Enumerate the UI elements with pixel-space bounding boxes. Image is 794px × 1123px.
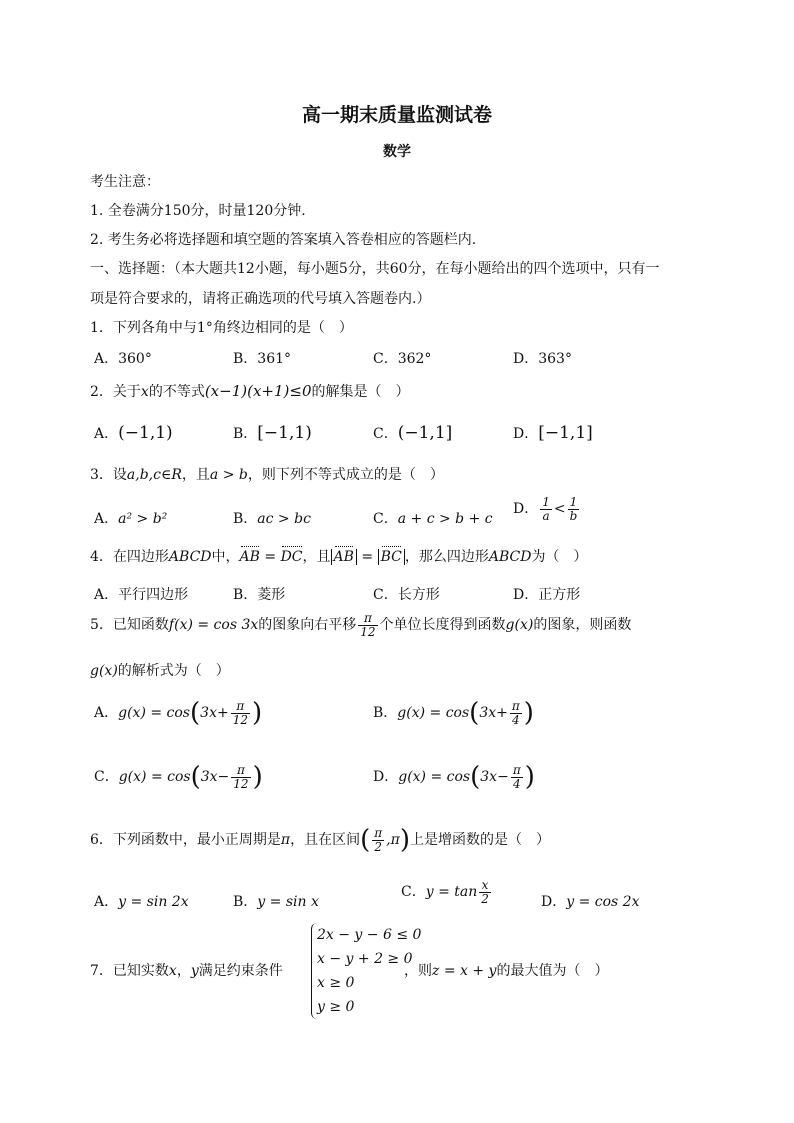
q6-option-b xyxy=(233,891,319,911)
option-value: [−1,1) xyxy=(257,423,312,443)
question-1 xyxy=(90,318,353,338)
variable-y: y xyxy=(190,963,199,979)
q3-option-c xyxy=(373,508,493,528)
question-5-line2 xyxy=(90,661,230,681)
inequality-expression: (x−1)(x+1)≤0 xyxy=(204,382,312,400)
fraction-numerator: π xyxy=(374,826,383,840)
g-equals-cos: g(x) = cos xyxy=(118,769,191,786)
interval-end: ,π xyxy=(386,832,400,849)
constraint-3: x ≥ 0 xyxy=(317,975,355,991)
right-paren: ) xyxy=(399,825,410,856)
option-value: y = cos 2x xyxy=(566,894,640,910)
question-7-stem xyxy=(90,961,283,981)
right-paren: ) xyxy=(524,762,535,793)
option-value: [−1,1] xyxy=(538,423,593,443)
fraction-numerator: π xyxy=(231,700,250,714)
stem-text: 为（ ） xyxy=(531,549,588,565)
stem-text: 在四边形 xyxy=(112,549,169,565)
pi-symbol: π xyxy=(280,832,291,849)
q3-option-b xyxy=(233,508,311,528)
constraint-2: x − y + 2 ≥ 0 xyxy=(317,951,413,967)
right-paren: ) xyxy=(523,698,534,729)
fraction-pi-over-12 xyxy=(231,700,250,726)
stem-text: 的图象向右平移 xyxy=(258,617,357,634)
equals: = xyxy=(356,549,378,565)
fraction-one-over-b xyxy=(568,496,580,522)
constraint-1: 2x − y − 6 ≤ 0 xyxy=(317,927,422,943)
q5-option-c xyxy=(94,762,263,793)
left-paren: ( xyxy=(190,698,201,729)
question-7-tail xyxy=(404,961,608,981)
stem-text: 的不等式 xyxy=(148,384,205,400)
fraction-pi-over-12 xyxy=(231,764,250,790)
less-than: < xyxy=(553,501,566,518)
left-paren: ( xyxy=(190,762,201,793)
q1-option-c: C．362° xyxy=(373,351,432,367)
question-number: 5． xyxy=(90,617,113,634)
stem-text: 的最大值为（ ） xyxy=(496,963,609,979)
right-paren: ) xyxy=(251,698,263,729)
fraction-denominator: 12 xyxy=(232,712,248,727)
stem-text: ，则下列不等式成立的是（ ） xyxy=(247,467,444,483)
left-paren: ( xyxy=(470,762,481,793)
q3-option-d xyxy=(513,496,581,522)
variable: x xyxy=(140,384,149,400)
option-value: a + c > b + c xyxy=(397,511,493,527)
stem-text: ，且 xyxy=(181,467,210,483)
vector-ab: AB xyxy=(333,549,354,565)
section-heading-line1: 一、选择题：（本大题共12小题，每小题5分，共60分，在每小题给出的四个选项中，只有一 xyxy=(90,261,660,277)
condition: a > b xyxy=(209,467,248,483)
stem-text: 设 xyxy=(112,467,127,483)
stem-text: ，则 xyxy=(404,963,432,979)
option-value: a² > b² xyxy=(118,511,168,527)
option-value: y = tan xyxy=(425,884,478,901)
fraction-denominator: 2 xyxy=(374,839,383,854)
question-stem: 下列各角中与1°角终边相同的是（ ） xyxy=(112,320,353,336)
option-label: B． xyxy=(233,894,258,910)
stem-text: 关于 xyxy=(112,384,141,400)
option-label: D． xyxy=(513,501,539,518)
stem-text: 的解集是（ ） xyxy=(311,384,410,400)
fraction-numerator: 1 xyxy=(568,496,580,510)
option-label: B． xyxy=(373,705,398,722)
right-paren: ) xyxy=(252,762,263,793)
q1-option-d: D．363° xyxy=(513,351,572,367)
question-5 xyxy=(90,612,631,638)
question-number: 6． xyxy=(90,832,113,849)
constraint-4: y ≥ 0 xyxy=(317,999,355,1015)
q4-option-a: A．平行四边形 xyxy=(94,587,189,603)
q4-option-c: C．长方形 xyxy=(373,587,440,603)
option-label: B． xyxy=(233,511,258,527)
fraction-numerator: π xyxy=(358,612,377,626)
option-value: (−1,1) xyxy=(118,423,173,443)
arg-text: 3x+ xyxy=(200,705,229,722)
q3-option-a xyxy=(94,508,167,528)
left-paren: ( xyxy=(469,698,480,729)
fraction-denominator: b xyxy=(569,508,578,523)
fraction-pi-over-4 xyxy=(510,700,522,726)
option-label: A． xyxy=(94,511,119,527)
exam-subject: 数学 xyxy=(383,144,411,160)
q4-option-d: D．正方形 xyxy=(513,587,581,603)
stem-text: 个单位长度得到函数 xyxy=(379,617,506,634)
arg-text: 3x+ xyxy=(479,705,508,722)
objective-function: z = x + y xyxy=(432,963,497,979)
notice-item-2: 2. 考生务必将选择题和填空题的答案填入答卷相应的答题栏内. xyxy=(90,232,477,248)
q2-option-d xyxy=(513,423,593,443)
fraction-denominator: 4 xyxy=(512,712,520,727)
stem-text: 已知实数 xyxy=(112,963,169,979)
vector-bc: BC xyxy=(380,549,402,565)
equals: = xyxy=(259,549,281,565)
q6-option-d xyxy=(541,891,639,911)
option-label: C． xyxy=(401,884,426,901)
q4-option-b: B．菱形 xyxy=(233,587,286,603)
question-number: 2． xyxy=(90,384,113,400)
notice-heading: 考生注意： xyxy=(90,174,160,190)
notice-item-1: 1. 全卷满分150分，时量120分钟. xyxy=(90,203,306,219)
question-number: 3． xyxy=(90,467,113,483)
q6-option-c xyxy=(401,879,493,905)
stem-text: 上是增函数的是（ ） xyxy=(409,832,550,849)
question-number: 1． xyxy=(90,320,113,336)
option-label: C． xyxy=(373,426,398,442)
option-value: y = sin x xyxy=(257,894,319,910)
option-label: A． xyxy=(94,426,119,442)
option-value: (−1,1] xyxy=(397,423,453,443)
stem-text: 下列函数中，最小正周期是 xyxy=(112,832,281,849)
question-6 xyxy=(90,825,550,856)
question-number: 4． xyxy=(90,549,113,565)
function-f: f(x) = cos 3x xyxy=(168,617,259,634)
option-label: B． xyxy=(233,426,258,442)
g-equals-cos: g(x) = cos xyxy=(398,769,471,786)
option-label: A． xyxy=(94,894,119,910)
separator: ， xyxy=(176,963,191,979)
q6-option-a xyxy=(94,891,189,911)
q2-option-b xyxy=(233,423,312,443)
fraction-numerator: 1 xyxy=(542,495,550,509)
q1-option-a: A．360° xyxy=(94,351,152,367)
option-label: D． xyxy=(373,769,399,786)
variable-x: x xyxy=(168,963,177,979)
set-expression: a,b,c∈R xyxy=(126,467,182,483)
q2-option-a xyxy=(94,423,173,443)
question-2 xyxy=(90,381,410,402)
stem-text: 满足约束条件 xyxy=(198,963,283,979)
fraction-pi-over-4 xyxy=(511,764,523,790)
q5-option-d xyxy=(373,762,535,793)
arg-text: 3x− xyxy=(480,769,509,786)
option-value: y = sin 2x xyxy=(118,894,189,910)
quadrilateral-name: ABCD xyxy=(488,549,532,565)
q5-option-a xyxy=(94,698,263,729)
fraction-numerator: π xyxy=(231,764,250,778)
stem-text: ，且 xyxy=(302,549,331,565)
fraction-denominator: 2 xyxy=(481,891,489,906)
option-label: A． xyxy=(94,705,119,722)
question-4 xyxy=(90,547,587,567)
fraction-numerator: x xyxy=(479,879,491,893)
quadrilateral-name: ABCD xyxy=(168,549,212,565)
abs-ab xyxy=(331,549,357,565)
q5-option-b xyxy=(373,698,534,729)
vector-dc: DC xyxy=(280,549,303,565)
option-label: D． xyxy=(541,894,567,910)
fraction-pi-over-2 xyxy=(372,827,384,853)
exam-title: 高一期末质量监测试卷 xyxy=(301,104,492,126)
stem-text: 的解析式为（ ） xyxy=(117,663,230,679)
question-3 xyxy=(90,465,444,485)
vector-ab: AB xyxy=(239,549,260,565)
option-label: C． xyxy=(373,511,398,527)
fraction-denominator: a xyxy=(542,508,550,523)
section-heading-line2: 项是符合要求的，请将正确选项的代号填入答题卷内.） xyxy=(90,291,431,307)
stem-text: 已知函数 xyxy=(112,617,169,634)
function-g: g(x) xyxy=(505,617,534,634)
fraction-denominator: 12 xyxy=(360,624,376,639)
stem-text: 的图象，则函数 xyxy=(533,617,632,634)
g-equals-cos: g(x) = cos xyxy=(397,705,470,722)
stem-text: ，且在区间 xyxy=(290,832,361,849)
option-value: ac > bc xyxy=(257,511,311,527)
fraction-one-over-a xyxy=(540,496,552,522)
q1-option-b: B．361° xyxy=(233,351,292,367)
stem-text: 中， xyxy=(211,549,240,565)
fraction-pi-over-12 xyxy=(358,612,377,638)
function-g: g(x) xyxy=(90,663,118,679)
left-paren: ( xyxy=(360,825,371,856)
abs-bc xyxy=(378,549,405,565)
stem-text: ，那么四边形 xyxy=(404,549,489,565)
q2-option-c xyxy=(373,423,452,443)
fraction-x-over-2 xyxy=(479,879,491,905)
fraction-denominator: 4 xyxy=(512,776,521,791)
fraction-denominator: 12 xyxy=(233,776,249,791)
fraction-numerator: π xyxy=(511,699,520,713)
question-number: 7． xyxy=(90,963,113,979)
g-equals-cos: g(x) = cos xyxy=(118,705,190,722)
fraction-numerator: π xyxy=(512,763,521,777)
option-label: D． xyxy=(513,426,539,442)
arg-text: 3x− xyxy=(200,769,230,786)
option-label: C． xyxy=(94,769,119,786)
